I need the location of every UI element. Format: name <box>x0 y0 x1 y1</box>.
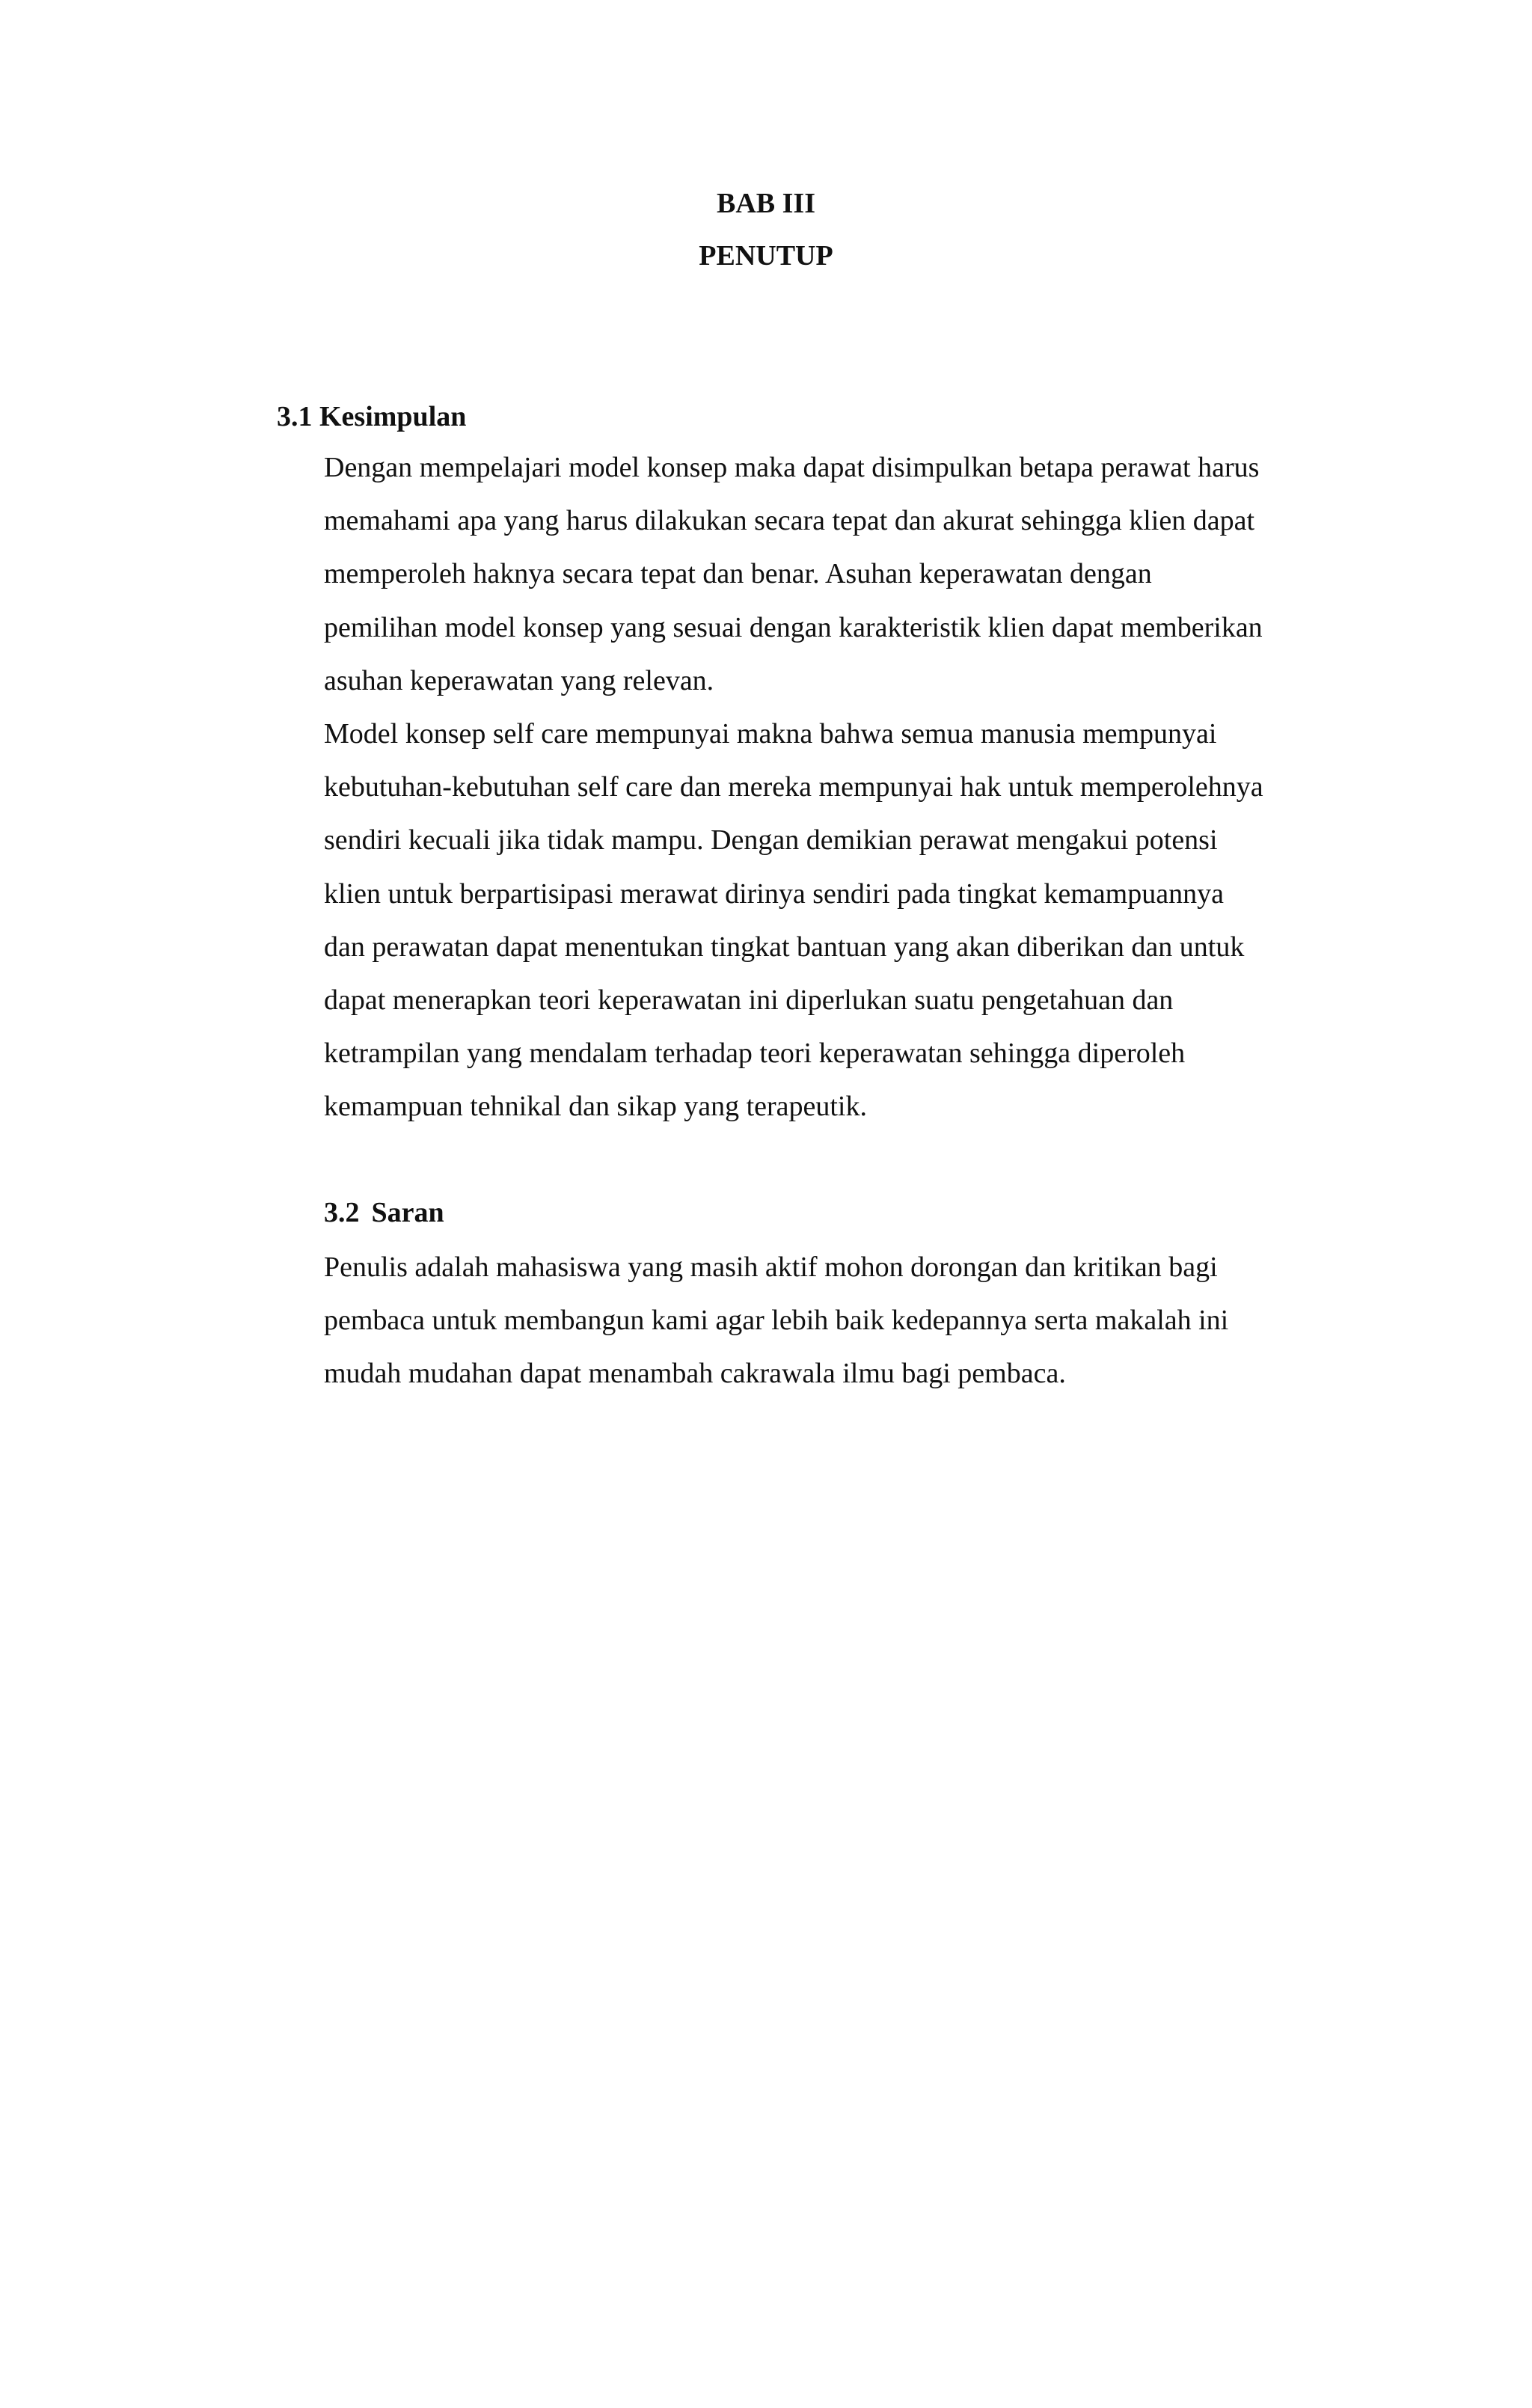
kesimpulan-body <box>324 441 1371 1134</box>
text-line: pemilihan model konsep yang sesuai dengan karakteristik klien dapat memberikan <box>324 611 1263 643</box>
section-title: Saran <box>371 1197 444 1228</box>
text-line: memperoleh haknya secara tepat dan benar. Asuhan keperawatan dengan <box>324 558 1152 590</box>
text-line: dan perawatan dapat menentukan tingkat bantuan yang akan diberikan dan untuk <box>324 931 1245 963</box>
section-number: 3.2 <box>324 1197 360 1228</box>
chapter-title: PENUTUP <box>699 240 833 272</box>
text-line: pembaca untuk membangun kami agar lebih baik kedepannya serta makalah ini <box>324 1305 1229 1337</box>
text-line: dapat menerapkan teori keperawatan ini diperlukan suatu pengetahuan dan <box>324 984 1174 1017</box>
text-line: mudah mudahan dapat menambah cakrawala ilmu bagi pembaca. <box>324 1358 1066 1390</box>
text-line: Penulis adalah mahasiswa yang masih aktif mohon dorongan dan kritikan bagi <box>324 1252 1218 1283</box>
text-line: memahami apa yang harus dilakukan secara tepat dan akurat sehingga klien dapat <box>324 505 1254 537</box>
section-heading-saran <box>324 1195 444 1231</box>
text-line: kebutuhan-kebutuhan self care dan mereka mempunyai hak untuk memperolehnya <box>324 771 1263 803</box>
text-line: klien untuk berpartisipasi merawat dirinya sendiri pada tingkat kemampuannya <box>324 877 1224 910</box>
text-line: kemampuan tehnikal dan sikap yang terapeutik. <box>324 1091 867 1123</box>
text-line: ketrampilan yang mendalam terhadap teori keperawatan sehingga diperoleh <box>324 1038 1186 1070</box>
text-line: asuhan keperawatan yang relevan. <box>324 664 714 696</box>
chapter-number: BAB III <box>717 188 815 219</box>
section-heading-kesimpulan: 3.1 Kesimpulan <box>277 401 467 432</box>
text-line: Dengan mempelajari model konsep maka dapat disimpulkan betapa perawat harus <box>324 452 1260 483</box>
text-line: Model konsep self care mempunyai makna bahwa semua manusia mempunyai <box>324 718 1217 750</box>
saran-body <box>324 1241 1371 1401</box>
text-line: sendiri kecuali jika tidak mampu. Dengan demikian perawat mengakui potensi <box>324 824 1218 857</box>
